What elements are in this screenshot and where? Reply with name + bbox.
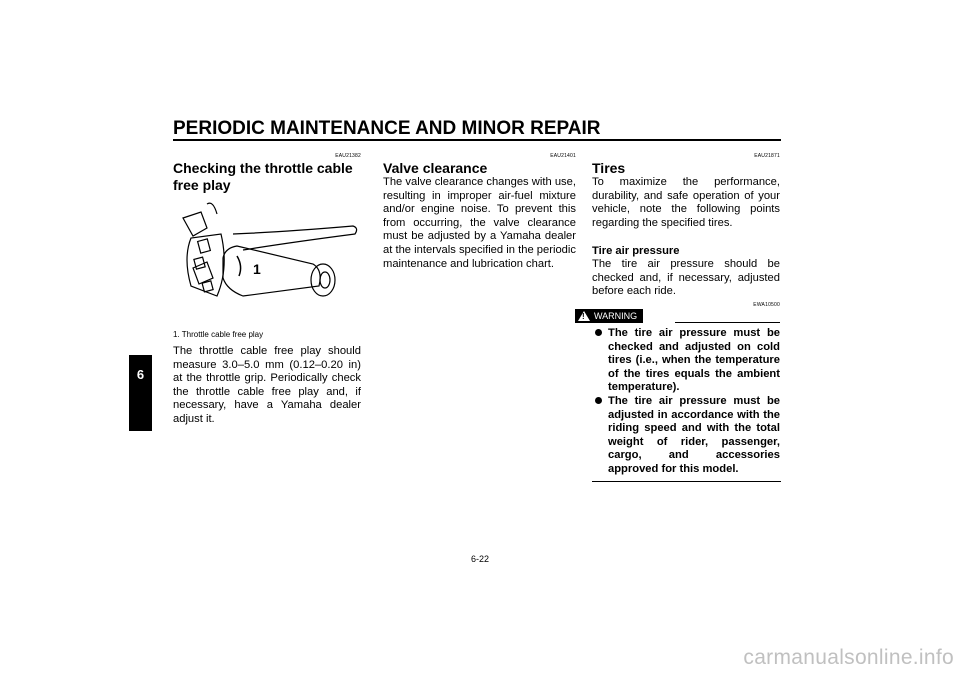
throttle-grip <box>223 246 320 296</box>
section-code: EAU21871 <box>754 153 780 159</box>
title-rule <box>173 139 781 141</box>
handlebar-outline <box>183 212 207 236</box>
watermark: carmanualsonline.info <box>743 646 954 669</box>
grip-end <box>311 264 335 296</box>
switch-button-3 <box>202 281 213 292</box>
chapter-tab <box>129 355 152 431</box>
warning-list <box>592 327 780 477</box>
warning-code: EWA10500 <box>753 302 780 308</box>
free-play-arc <box>237 256 241 276</box>
tire-pressure-text: The tire air pressure should be checked and, if necessary, adjusted before each ride. <box>592 258 780 298</box>
warning-item: The tire air pressure must be checked and adjusted on cold tires (i.e., when the temperature of the tires equals the ambient temperature). <box>592 327 780 395</box>
grip-end-inner <box>320 272 330 288</box>
chapter-tab-number: 6 <box>136 367 145 382</box>
bullet-icon <box>595 397 602 404</box>
cable-line <box>207 203 217 214</box>
warning-rule-top <box>675 322 780 323</box>
figure-callout-1: 1 <box>253 261 261 277</box>
bullet-icon <box>595 329 602 336</box>
section-code: EAU21382 <box>335 153 361 159</box>
sub-heading-tire-pressure: Tire air pressure <box>592 245 680 257</box>
figure-caption: 1. Throttle cable free play <box>173 330 264 339</box>
warning-badge <box>575 309 643 323</box>
section-heading-tires: Tires <box>592 160 626 176</box>
switch-housing <box>187 234 224 296</box>
page-title: PERIODIC MAINTENANCE AND MINOR REPAIR <box>173 118 601 139</box>
warning-triangle-icon: ! <box>578 311 590 321</box>
switch-button-1 <box>198 239 211 253</box>
brake-lever <box>233 226 357 250</box>
tires-intro-text: To maximize the performance, durability, and safe operation of your vehicle, note the following points regarding the specified tires. <box>592 176 780 229</box>
warning-item: The tire air pressure must be adjusted in accordance with the riding speed and with the total weight of rider, passenger, cargo, and accessories approved for this model. <box>592 395 780 477</box>
page-number: 6-22 <box>470 554 489 564</box>
section-code: EAU21401 <box>550 153 576 159</box>
warning-rule-bottom <box>592 481 781 482</box>
section-heading-throttle: Checking the throttle cable free play <box>173 160 353 193</box>
throttle-grip-illustration <box>173 198 361 316</box>
throttle-body-text: The throttle cable free play should measure 3.0–5.0 mm (0.12–0.20 in) at the throttle grip. Periodically check the throttle cable free play and, if necessary, have a Yamaha dealer adjust it. <box>173 345 361 425</box>
warning-label: WARNING <box>594 311 638 321</box>
section-heading-valve: Valve clearance <box>383 160 488 176</box>
valve-body-text: The valve clearance changes with use, resulting in improper air-fuel mixture and/or engine noise. To prevent this from occurring, the valve clearance must be adjusted by a Yamaha dealer at the intervals specified in the periodic maintenance and lubrication chart. <box>383 176 576 270</box>
